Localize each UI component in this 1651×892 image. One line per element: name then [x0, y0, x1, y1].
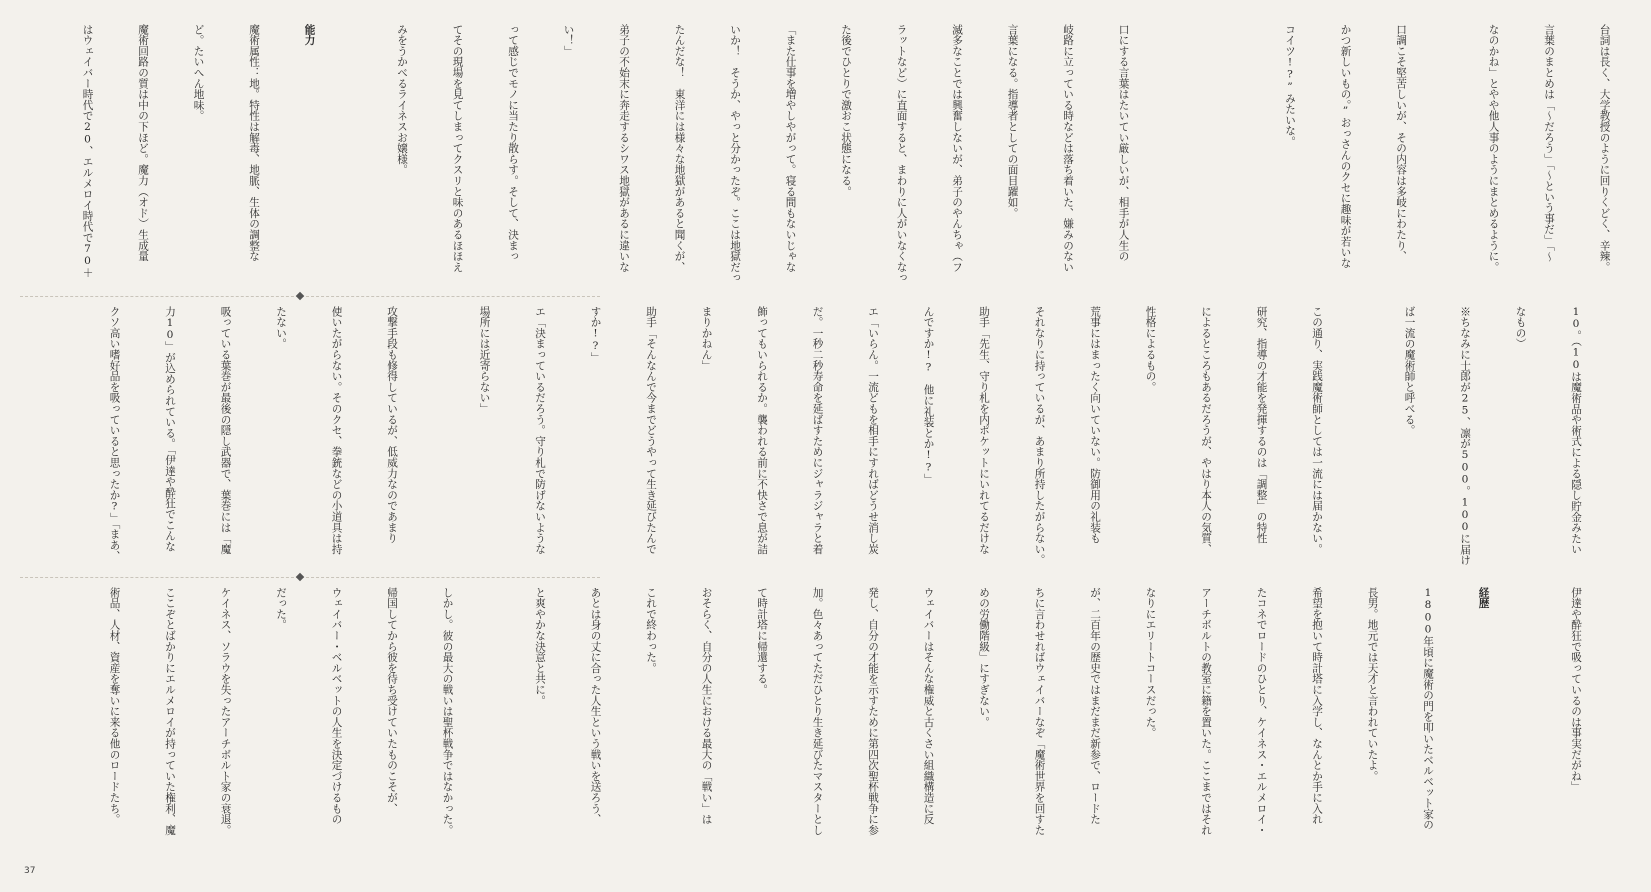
- text-column: ここぞとばかりにエルメロイが持っていた権利、魔: [164, 587, 176, 836]
- text-column: 飾ってもいられるか。襲われる前に不快さで息が詰: [756, 306, 768, 555]
- text-column: 長男。地元では天才と言われていたよ。: [1366, 587, 1379, 782]
- text-column: 岐路に立っている時などは落ち着いた、嫌みのない: [1062, 24, 1074, 273]
- text-column: たない。: [275, 306, 287, 350]
- text-column: が、二百年の歴史ではまだまだ新参で、ロードた: [1089, 587, 1101, 825]
- text-column: て時計塔に帰還する。: [756, 587, 768, 695]
- text-column: 「また仕事を増やしやがって。寝る間もないじゃな: [784, 24, 797, 273]
- text-column: この通り、実践魔術師としては一流には届かない。: [1311, 306, 1323, 555]
- text-column: 術品、人材、資産を奪いに来る他のロードたち。: [108, 587, 121, 825]
- text-column: エ「いらん。一流どもを相手にすればどうせ消し炭: [867, 306, 879, 555]
- text-column: コイツ!?”みたいな。: [1284, 24, 1296, 147]
- text-column: なもの）: [1514, 306, 1527, 350]
- text-column: い！」: [562, 24, 575, 57]
- text-column: これで終わった。: [645, 587, 657, 674]
- text-column: アーチボルトの教室に籍を置いた。ここまではそれ: [1200, 587, 1212, 836]
- text-column: 口調こそ堅苦しいが、その内容は多岐にわたり、: [1395, 24, 1407, 262]
- text-column: 性格によるもの。: [1144, 306, 1157, 393]
- text-column: 希望を抱いて時計塔に入学し、なんとか手に入れ: [1311, 587, 1323, 825]
- text-column: あとは身の丈に合った人生という戦いを送ろう、: [589, 587, 602, 825]
- text-column: 帰国してから彼を待ち受けていたものこそが、: [386, 587, 398, 814]
- text-column: いか！ そうか、やっと分かったぞ。ここは地獄だっ: [729, 24, 741, 284]
- text-column: 助手「先生、守り札を内ポケットにいれてるだけな: [978, 306, 990, 555]
- text-column: 吸っている葉巻が最後の隠し武器で、葉巻には「魔: [219, 306, 232, 555]
- section-divider: [20, 577, 600, 578]
- bottom-text-block: [68, 587, 1622, 835]
- text-column: ※ちなみに士郎が25、凛が500。100に届け: [1459, 306, 1471, 566]
- text-column: 魔術属性：地。特性は解毒、地脈、生体の調整な: [248, 24, 260, 262]
- text-column: 使いたがらない。そのクセ、拳銃などの小道具は持: [330, 306, 343, 555]
- text-column: だった。: [275, 587, 287, 631]
- text-column: 場所には近寄らない」: [478, 306, 491, 414]
- text-column: おそらく、自分の人生における最大の「戦い」は: [700, 587, 713, 825]
- text-column: ば一流の魔術師と呼べる。: [1403, 306, 1416, 436]
- divider-marker: [296, 573, 304, 581]
- text-column: 10。（10は魔術品や術式による隠し貯金みたい: [1570, 306, 1582, 555]
- text-column: ラットなど）に直面すると、まわりに人がいなくなっ: [895, 24, 908, 284]
- text-column: 滅多なことでは興奮しないが、弟子のやんちゃ（フ: [951, 24, 963, 273]
- section-heading-career: 経歴: [1477, 587, 1490, 609]
- text-column: 加。色々あってただひとり生き延びたマスターとし: [811, 587, 824, 836]
- text-column: 弟子の不始末に奔走するシワス地獄があるに違いな: [618, 24, 630, 273]
- text-column: って感じでモノに当たり散らす。そして、決まっ: [507, 24, 519, 262]
- text-column: まりかねん」: [700, 306, 713, 371]
- text-column: 伊達や酔狂で吸っているのは事実だがね」: [1570, 587, 1582, 793]
- top-text-block: [41, 24, 1651, 283]
- section-divider: [20, 296, 600, 297]
- text-column: 研究、指導の才能を発揮するのは「調整」の特性: [1255, 306, 1268, 544]
- text-column: かつ新しいもの。”おっさんのクセに趣味が若いな: [1339, 24, 1352, 269]
- text-column: ケイネス、ソラウを失ったアーチボルト家の衰退。: [219, 587, 232, 836]
- text-column: てその現場を見てしまってクスリと味のあるほほえ: [451, 24, 464, 273]
- text-column: ちに言わせればウェイバーなぞ「魔術世界を回すた: [1033, 587, 1046, 836]
- text-column: エ「決まっているだろう。守り札で防げないような: [534, 306, 546, 555]
- text-column: ウェイバーはそんな権威と古くさい組織構造に反: [922, 587, 935, 825]
- text-column: はウェイバー時代で20、エルメロイ時代で70＋: [81, 24, 94, 278]
- text-column: だ。一秒二秒寿命を延ばすためにジャラジャラと着: [811, 306, 824, 555]
- text-column: たんだな！ 東洋には様々な地獄があると聞くが、: [673, 24, 686, 273]
- text-column: 1800年頃に魔術の門を叩いたベルベット家の: [1422, 587, 1434, 831]
- text-column: すか!?」: [589, 306, 602, 363]
- text-column: と爽やかな決意と共に。: [534, 587, 546, 706]
- text-column: 荒事にはまったく向いていない。防御用の礼装も: [1089, 306, 1101, 544]
- text-column: なのかね」とやや他人事のようにまとめるように。: [1487, 24, 1500, 273]
- text-column: 言葉のまとめは「～だろう」「～という事だ」「～: [1543, 24, 1555, 262]
- section-heading-ability: 能力: [303, 24, 316, 46]
- text-column: クソ高い嗜好品を吸っていると思ったか?」「まあ、: [108, 306, 121, 562]
- text-column: めの労働階級」にすぎない。: [978, 587, 990, 728]
- text-column: 台詞は長く、大学教授のように回りくどく、辛辣。: [1598, 24, 1611, 273]
- text-column: によるところもあるだろうが、やはり本人の気質、: [1200, 306, 1212, 555]
- text-column: なりにエリートコースだった。: [1144, 587, 1157, 739]
- text-column: ウェイバー・ベルベットの人生を決定づけるもの: [330, 587, 343, 825]
- text-column: 助手「そんなんで今までどうやって生き延びたんで: [645, 306, 657, 555]
- text-column: しかし。彼の最大の戦いは聖杯戦争ではなかった。: [441, 587, 454, 836]
- text-column: た後でひとりで激おこ状態になる。: [840, 24, 852, 197]
- text-column: んですか!? 他に礼装とか!?」: [922, 306, 935, 485]
- middle-text-block: [68, 306, 1622, 566]
- text-column: それなりに持っているが、あまり所持したがらない。: [1033, 306, 1046, 566]
- text-column: たコネでロードのひとり、ケイネス・エルメロイ・: [1255, 587, 1268, 836]
- text-column: ど。たいへん地味。: [192, 24, 205, 122]
- text-column: 口にする言葉はたいてい厳しいが、相手が人生の: [1117, 24, 1130, 262]
- text-column: 力10」が込められている。「伊達や酔狂でこんな: [164, 306, 176, 552]
- text-column: 発し、自分の才能を示すために第四次聖杯戦争に参: [867, 587, 879, 836]
- page-number: 37: [24, 866, 36, 876]
- text-column: 魔術回路の質は中の下ほど。魔力（オド）生成量: [137, 24, 149, 262]
- text-column: 言葉になる。指導者としての面目躍如。: [1006, 24, 1019, 219]
- text-column: みをうかべるライネスお嬢様。: [396, 24, 408, 176]
- divider-marker: [296, 292, 304, 300]
- text-column: 攻撃手段も修得しているが、低威力なのであまり: [386, 306, 398, 544]
